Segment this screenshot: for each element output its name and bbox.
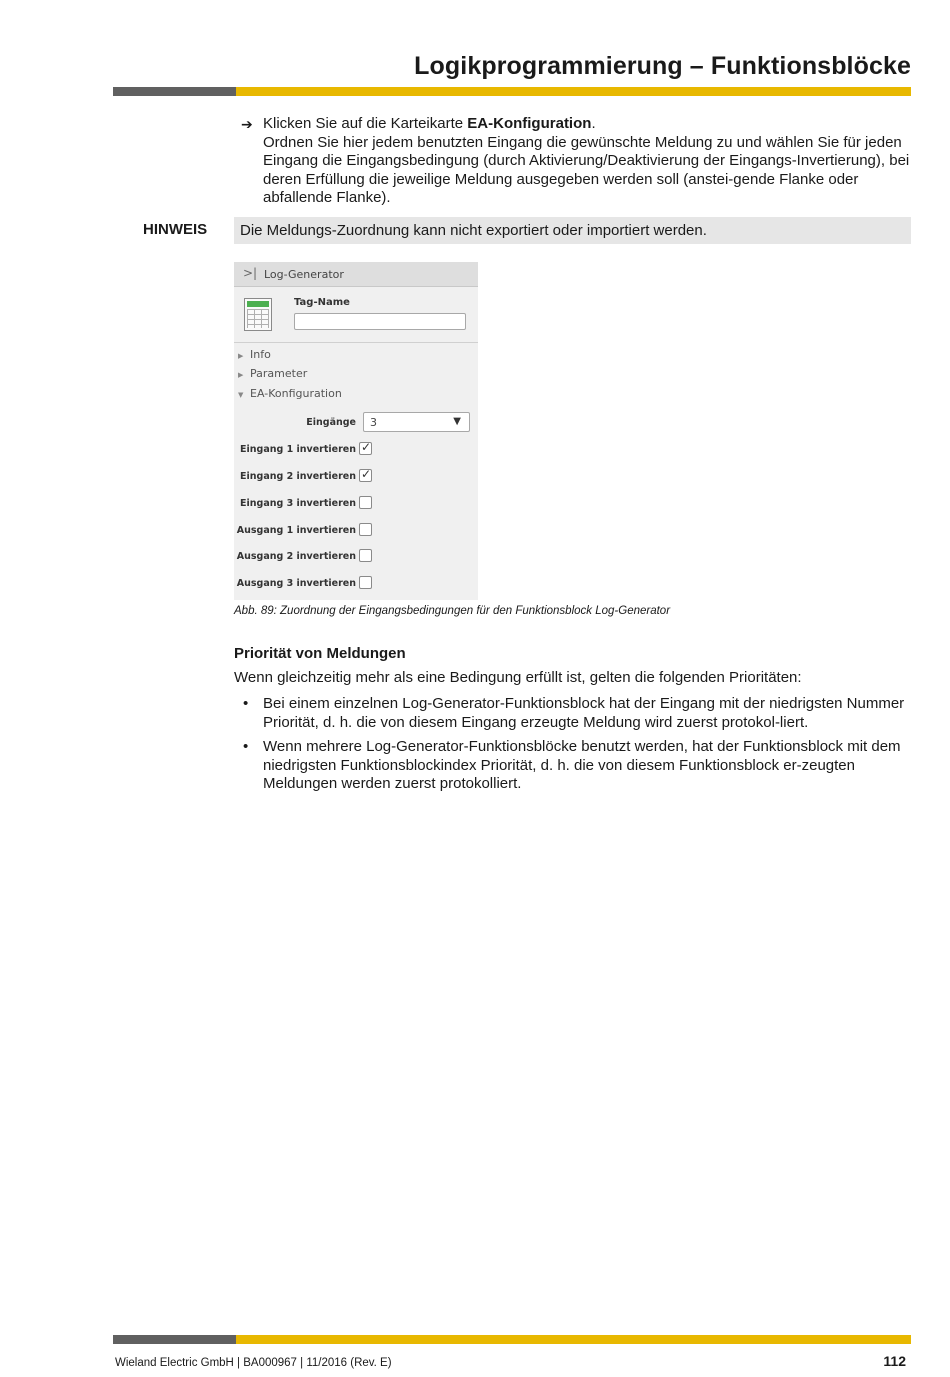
bullet-icon: • <box>243 695 249 712</box>
inputs-label: Eingänge <box>306 417 356 428</box>
section-heading: Priorität von Meldungen <box>234 645 406 662</box>
header-rule <box>113 87 911 96</box>
instruction-tab-name: EA-Konfiguration <box>467 115 592 132</box>
invert-output-3-checkbox[interactable] <box>359 576 372 589</box>
footer-rule <box>113 1335 911 1344</box>
panel-header <box>234 262 478 287</box>
page-title: Logikprogrammierung – Funktionsblöcke <box>414 52 911 80</box>
list-item: • Wenn mehrere Log-Generator-Funktionsblöcke benutzt werden, hat der Funktionsblock mit dem niedrigsten Funktionsblockindex Priorität, d. h. die von diesem Funktionsblock er-zeugten Meldungen werden zuerst protokolliert. <box>243 738 901 793</box>
checkbox-label: Ausgang 1 invertieren <box>236 525 356 536</box>
checkbox-label: Ausgang 2 invertieren <box>236 551 356 562</box>
instruction-pre: Klicken Sie auf die Karteikarte <box>263 115 468 132</box>
chevron-down-icon: ▼ <box>453 416 461 427</box>
inputs-select-value: 3 <box>370 416 377 429</box>
invert-input-3-checkbox[interactable] <box>359 496 372 509</box>
page-number: 112 <box>883 1353 906 1369</box>
bullet-icon: • <box>243 738 249 756</box>
checkbox-label: Ausgang 3 invertieren <box>236 578 356 589</box>
panel-title: Log-Generator <box>264 268 344 281</box>
inputs-select[interactable] <box>363 412 470 432</box>
expand-arrow-icon: ▶ <box>238 371 244 379</box>
collapse-panel-icon[interactable]: >| <box>243 266 258 280</box>
tree-item-info[interactable]: ▶ Info <box>238 348 271 361</box>
table-icon <box>244 298 272 331</box>
note-box: Die Meldungs-Zuordnung kann nicht exportiert oder importiert werden. <box>234 217 911 244</box>
note-label: HINWEIS <box>143 221 208 238</box>
invert-output-2-checkbox[interactable] <box>359 549 372 562</box>
instruction-step <box>241 115 911 208</box>
tag-section <box>234 287 478 343</box>
expand-arrow-icon: ▶ <box>238 352 244 360</box>
tree-item-parameter[interactable]: ▶ Parameter <box>238 367 308 380</box>
invert-input-2-checkbox[interactable] <box>359 469 372 482</box>
checkbox-label: Eingang 1 invertieren <box>240 444 356 455</box>
checkmark-icon: ✓ <box>361 467 372 481</box>
tag-name-input[interactable] <box>294 313 466 330</box>
checkmark-icon: ✓ <box>361 440 372 454</box>
list-item: • Bei einem einzelnen Log-Generator-Funktionsblock hat der Eingang mit der niedrigsten Nummer Priorität, d. h. die von diesem Eingang erzeugte Meldung wird zuerst protokol-liert. <box>243 695 905 731</box>
invert-output-1-checkbox[interactable] <box>359 523 372 536</box>
section-intro: Wenn gleichzeitig mehr als eine Bedingung erfüllt ist, gelten die folgenden Prioritäten: <box>234 669 802 686</box>
checkbox-label: Eingang 3 invertieren <box>240 498 356 509</box>
instruction-post: . <box>591 115 596 132</box>
invert-input-1-checkbox[interactable] <box>359 442 372 455</box>
checkbox-label: Eingang 2 invertieren <box>240 471 356 482</box>
tag-name-label: Tag-Name <box>294 297 350 308</box>
footer-publisher: Wieland Electric GmbH | BA000967 | 11/2016 (Rev. E) <box>115 1357 392 1369</box>
collapse-arrow-icon: ▼ <box>238 391 244 399</box>
figure-caption: Abb. 89: Zuordnung der Eingangsbedingungen für den Funktionsblock Log-Generator <box>234 605 671 617</box>
priority-list <box>241 695 911 800</box>
log-generator-panel <box>234 262 478 600</box>
arrow-right-icon: ➔ <box>241 116 253 132</box>
instruction-body: Ordnen Sie hier jedem benutzten Eingang die gewünschte Meldung zu und wählen Sie für jeden Eingang die Eingangsbedingung (durch Aktivierung/Deaktivierung der Eingangs-Invertierung), bei deren Erfüllung die jeweilige Meldung ausgegeben werden soll (anstei-gende Flanke oder abfallende Flanke). <box>263 133 910 207</box>
tree-item-ea-konfiguration[interactable]: ▼ EA-Konfiguration <box>238 387 342 400</box>
